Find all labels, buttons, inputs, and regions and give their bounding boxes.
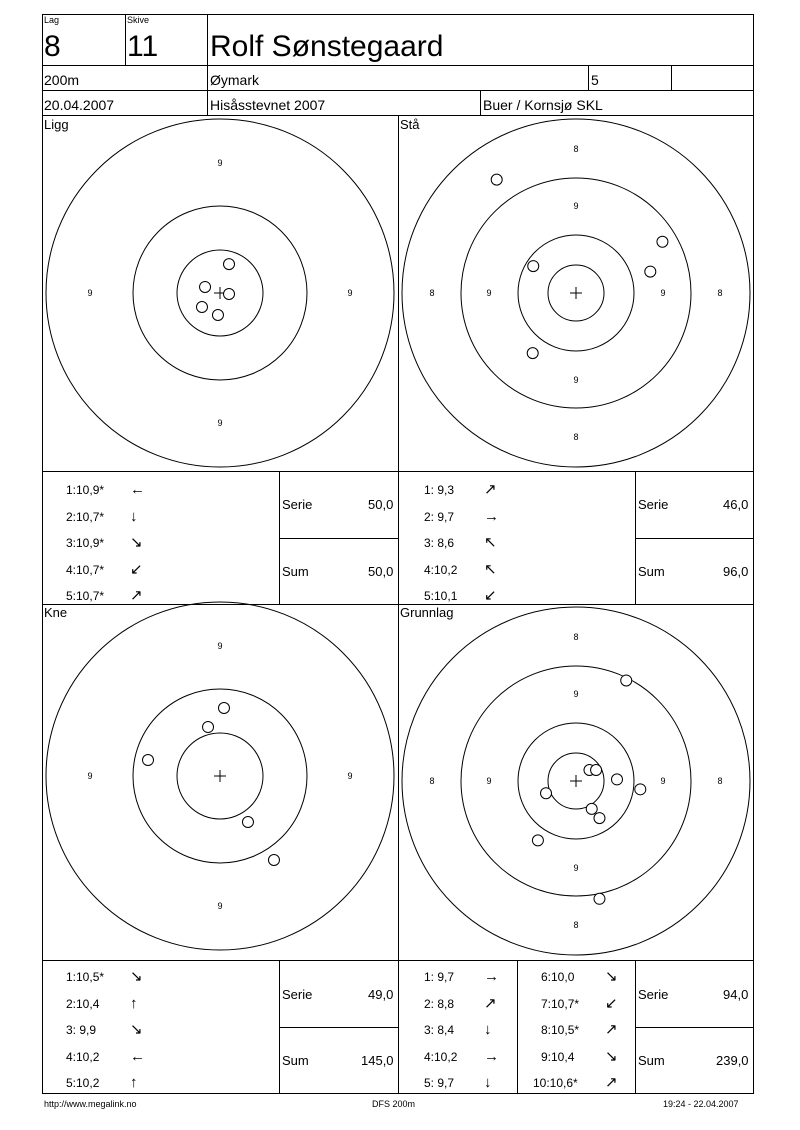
direction-arrow-icon: ↙ bbox=[605, 994, 618, 1012]
direction-arrow-icon: ↘ bbox=[605, 968, 618, 985]
shot-hole bbox=[594, 813, 605, 824]
shot-hole bbox=[591, 764, 602, 775]
shot-score: 2: 8,8 bbox=[424, 996, 455, 1011]
shot-score: 3: 8,4 bbox=[424, 1023, 455, 1037]
shot-score: 5:10,2 bbox=[66, 1076, 100, 1090]
shot-score: 4:10,2 bbox=[424, 562, 458, 577]
ring-number: 8 bbox=[429, 776, 435, 786]
ring-number: 9 bbox=[87, 288, 93, 298]
direction-arrow-icon: ↙ bbox=[484, 587, 497, 604]
staa-title: Stå bbox=[400, 117, 420, 132]
ring-number: 9 bbox=[217, 158, 223, 168]
shot-score: 5:10,1 bbox=[424, 589, 458, 603]
shot-score: 8:10,5* bbox=[541, 1023, 580, 1037]
direction-arrow-icon: ↙ bbox=[130, 560, 143, 578]
staa-serie-value: 46,0 bbox=[723, 497, 749, 512]
staa-serie-label: Serie bbox=[638, 497, 669, 512]
shot-score: 1:10,9* bbox=[66, 483, 105, 497]
ligg-sum-label: Sum bbox=[282, 564, 309, 579]
grunnlag-serie-label: Serie bbox=[638, 987, 669, 1002]
direction-arrow-icon: ↘ bbox=[130, 968, 143, 985]
ring-number: 9 bbox=[347, 771, 353, 781]
ring-number: 9 bbox=[347, 288, 353, 298]
grunnlag-title: Grunnlag bbox=[400, 605, 454, 620]
shot-score: 1: 9,3 bbox=[424, 483, 455, 497]
direction-arrow-icon: ↓ bbox=[484, 1021, 492, 1038]
direction-arrow-icon: ↑ bbox=[130, 994, 138, 1012]
direction-arrow-icon: ↗ bbox=[484, 481, 497, 498]
direction-arrow-icon: ↑ bbox=[130, 1074, 138, 1091]
shot-hole bbox=[586, 803, 597, 814]
shot-score: 1:10,5* bbox=[66, 970, 105, 984]
ring-number: 8 bbox=[573, 144, 579, 154]
date: 20.04.2007 bbox=[44, 97, 115, 113]
direction-arrow-icon: → bbox=[484, 968, 499, 985]
shot-score: 6:10,0 bbox=[541, 970, 575, 984]
shot-score: 1: 9,7 bbox=[424, 970, 455, 984]
ring-number: 9 bbox=[486, 776, 492, 786]
shot-score: 7:10,7* bbox=[541, 996, 580, 1011]
ring-number: 9 bbox=[486, 288, 492, 298]
grunnlag-sum-value: 239,0 bbox=[716, 1053, 749, 1068]
shot-score: 4:10,2 bbox=[424, 1049, 458, 1064]
direction-arrow-icon: → bbox=[484, 507, 499, 525]
ligg-title: Ligg bbox=[44, 117, 69, 132]
shot-score: 2: 9,7 bbox=[424, 509, 455, 524]
ring-number: 8 bbox=[573, 920, 579, 930]
ring-number: 9 bbox=[573, 201, 579, 211]
direction-arrow-icon: ↖ bbox=[484, 534, 497, 551]
ring-number: 9 bbox=[573, 375, 579, 385]
kne-title: Kne bbox=[44, 605, 68, 620]
ring-number: 8 bbox=[573, 432, 579, 442]
footer-system: DFS 200m bbox=[372, 1099, 416, 1109]
kne-serie-value: 49,0 bbox=[368, 987, 394, 1002]
direction-arrow-icon: → bbox=[484, 1047, 499, 1065]
direction-arrow-icon: ↗ bbox=[484, 994, 497, 1012]
shooter-name: Rolf Sønstegaard bbox=[210, 30, 444, 63]
footer-timestamp: 19:24 - 22.04.2007 bbox=[663, 1099, 739, 1109]
lag-label: Lag bbox=[44, 15, 60, 25]
ring-number: 9 bbox=[660, 776, 666, 786]
lag-value: 8 bbox=[44, 30, 61, 63]
grunnlag-serie-value: 94,0 bbox=[723, 987, 749, 1002]
footer-url: http://www.megalink.no bbox=[44, 1099, 137, 1109]
ring-number: 8 bbox=[429, 288, 435, 298]
shot-score: 2:10,4 bbox=[66, 996, 100, 1011]
ligg-serie-label: Serie bbox=[282, 497, 313, 512]
ring-number: 9 bbox=[87, 771, 93, 781]
ligg-sum-value: 50,0 bbox=[368, 564, 394, 579]
direction-arrow-icon: ↘ bbox=[130, 1021, 143, 1038]
direction-arrow-icon: ↖ bbox=[484, 560, 497, 578]
ring-number: 8 bbox=[573, 632, 579, 642]
direction-arrow-icon: ↓ bbox=[484, 1074, 492, 1091]
kne-sum-value: 145,0 bbox=[361, 1053, 394, 1068]
shot-hole bbox=[532, 835, 543, 846]
grunnlag-sum-label: Sum bbox=[638, 1053, 665, 1068]
shot-score: 4:10,7* bbox=[66, 562, 105, 577]
shot-hole bbox=[621, 675, 632, 686]
shooter-class: 5 bbox=[591, 72, 599, 88]
shot-score: 5:10,7* bbox=[66, 589, 105, 603]
ring-number: 9 bbox=[573, 689, 579, 699]
staa-sum-label: Sum bbox=[638, 564, 665, 579]
ligg-serie-value: 50,0 bbox=[368, 497, 394, 512]
skive-label: Skive bbox=[127, 15, 150, 25]
shot-score: 2:10,7* bbox=[66, 509, 105, 524]
ring-number: 9 bbox=[217, 901, 223, 911]
club: Øymark bbox=[210, 72, 259, 88]
ring-number: 9 bbox=[217, 418, 223, 428]
direction-arrow-icon: ↗ bbox=[605, 1021, 618, 1038]
shot-score: 4:10,2 bbox=[66, 1049, 100, 1064]
shot-hole bbox=[594, 893, 605, 904]
direction-arrow-icon: ↘ bbox=[130, 534, 143, 551]
skive-value: 11 bbox=[127, 30, 159, 63]
direction-arrow-icon: ← bbox=[130, 481, 145, 498]
location: Buer / Kornsjø SKL bbox=[483, 97, 603, 113]
shot-score: 3: 8,6 bbox=[424, 536, 455, 550]
shot-score: 10:10,6* bbox=[533, 1076, 578, 1090]
shot-hole bbox=[611, 774, 622, 785]
staa-sum-value: 96,0 bbox=[723, 564, 749, 579]
direction-arrow-icon: ↘ bbox=[605, 1047, 618, 1065]
shot-hole bbox=[635, 784, 646, 795]
direction-arrow-icon: ↗ bbox=[605, 1074, 618, 1091]
ring-number: 9 bbox=[573, 863, 579, 873]
kne-serie-label: Serie bbox=[282, 987, 313, 1002]
shot-score: 3:10,9* bbox=[66, 536, 105, 550]
direction-arrow-icon: ↗ bbox=[130, 587, 143, 604]
shot-score: 5: 9,7 bbox=[424, 1076, 455, 1090]
ring-number: 9 bbox=[217, 641, 223, 651]
direction-arrow-icon: ← bbox=[130, 1047, 145, 1065]
distance: 200m bbox=[44, 72, 80, 88]
ring-number: 8 bbox=[717, 776, 723, 786]
event-name: Hisåsstevnet 2007 bbox=[210, 97, 326, 113]
ring-number: 9 bbox=[660, 288, 666, 298]
kne-sum-label: Sum bbox=[282, 1053, 309, 1068]
ring-number: 8 bbox=[717, 288, 723, 298]
direction-arrow-icon: ↓ bbox=[130, 507, 138, 525]
shot-hole bbox=[541, 788, 552, 799]
shot-score: 9:10,4 bbox=[541, 1049, 575, 1064]
shot-score: 3: 9,9 bbox=[66, 1023, 97, 1037]
